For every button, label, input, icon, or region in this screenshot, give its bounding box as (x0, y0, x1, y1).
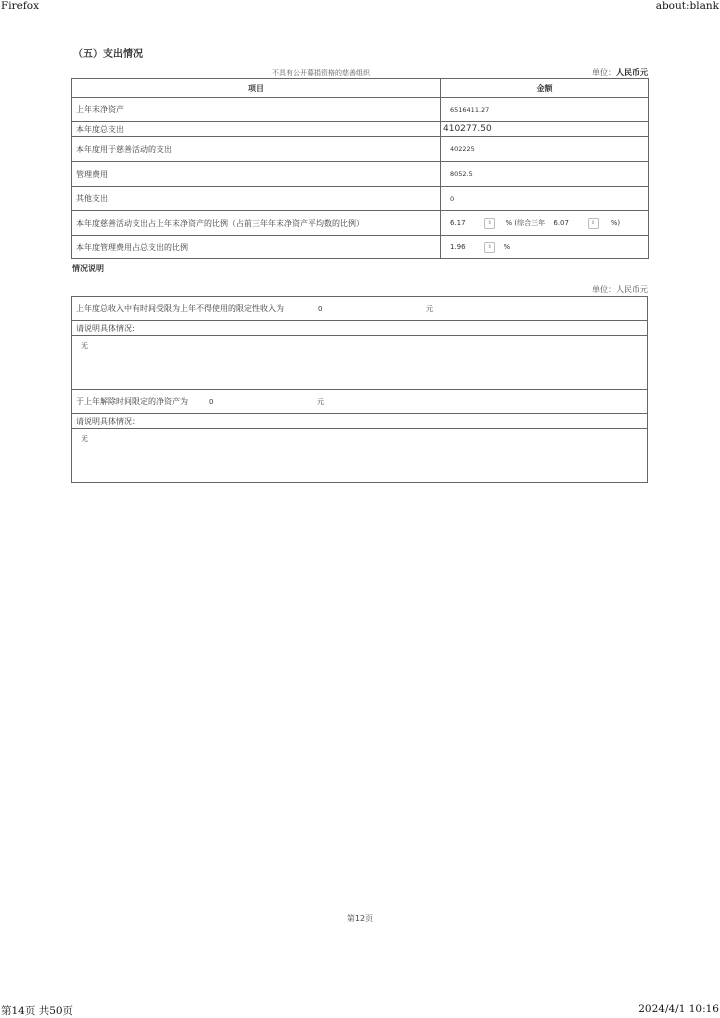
restricted-income-unit: 元 (426, 305, 433, 313)
notes-title: 情况说明 (72, 264, 104, 273)
row-label: 本年度总支出 (72, 122, 441, 137)
row-label: 上年末净资产 (72, 98, 441, 122)
notes-box (71, 296, 648, 483)
page-counter: 第14页 共50页 (1, 1005, 74, 1017)
stepper-icon[interactable]: ⇕ (484, 242, 495, 253)
print-datetime: 2024/4/1 10:16 (638, 1003, 719, 1015)
page-url: about:blank (655, 0, 719, 12)
amount-field[interactable]: 8052.5 (441, 162, 649, 187)
row-label: 其他支出 (72, 187, 441, 211)
explain-label-1: 请说明具体情况: (72, 321, 647, 336)
stepper-icon[interactable]: ⇕ (484, 218, 495, 229)
ratio-cell (441, 211, 649, 236)
browser-name: Firefox (1, 0, 40, 12)
row-label: 本年度慈善活动支出占上年末净资产的比例（占前三年年末净资产平均数的比例） (72, 211, 441, 236)
ratio-mid-text: % (综合三年 (505, 219, 546, 227)
released-assets-text: 于上年解除时间限定的净资产为 (76, 397, 188, 406)
table-row (72, 236, 649, 259)
expense-table (71, 78, 649, 259)
released-assets-unit: 元 (317, 398, 324, 406)
explain-textarea-2[interactable]: 无 (81, 435, 88, 443)
amount-field[interactable]: 410277.50 (441, 122, 649, 137)
row-label: 本年度管理费用占总支出的比例 (72, 236, 441, 259)
restricted-income-input[interactable]: 0 (318, 305, 323, 313)
page-number: 第12页 (346, 914, 374, 923)
stepper-icon[interactable]: ⇕ (588, 218, 599, 229)
percent-sign: % (503, 243, 511, 251)
table-row (72, 137, 649, 162)
restricted-income-text: 上年度总收入中有时间受限为上年不得使用的限定性收入为 (76, 304, 284, 313)
restricted-income-line (72, 297, 647, 321)
amount-field[interactable]: 6516411.27 (441, 98, 649, 122)
row-label: 管理费用 (72, 162, 441, 187)
unit-label-2: 单位：人民币元 (592, 285, 648, 294)
table-subtitle: 不具有公开募捐资格的慈善组织 (272, 69, 370, 77)
explain-label-2: 请说明具体情况： (72, 414, 647, 429)
table-row (72, 187, 649, 211)
table-row (72, 162, 649, 187)
amount-field[interactable]: 402225 (441, 137, 649, 162)
row-label: 本年度用于慈善活动的支出 (72, 137, 441, 162)
mgmt-ratio-cell (441, 236, 649, 259)
column-header-amount: 金额 (441, 79, 649, 98)
three-year-input[interactable]: 6.07 (553, 219, 569, 227)
column-header-item: 项目 (72, 79, 441, 98)
table-row (72, 98, 649, 122)
print-footer (0, 1003, 720, 1017)
table-row (72, 211, 649, 236)
explain-textarea-1[interactable]: 无 (72, 336, 647, 390)
ratio-end-text: %) (610, 219, 621, 227)
section-title: （五）支出情况 (73, 49, 143, 60)
mgmt-ratio-input[interactable]: 1.96 (450, 243, 466, 251)
ratio-input[interactable]: 6.17 (450, 219, 466, 227)
released-assets-line (72, 390, 647, 414)
unit-label: 单位：人民币元 (592, 68, 648, 77)
amount-field[interactable]: 0 (441, 187, 649, 211)
table-row (72, 122, 649, 137)
print-header (0, 0, 720, 14)
released-assets-input[interactable]: 0 (209, 398, 214, 406)
